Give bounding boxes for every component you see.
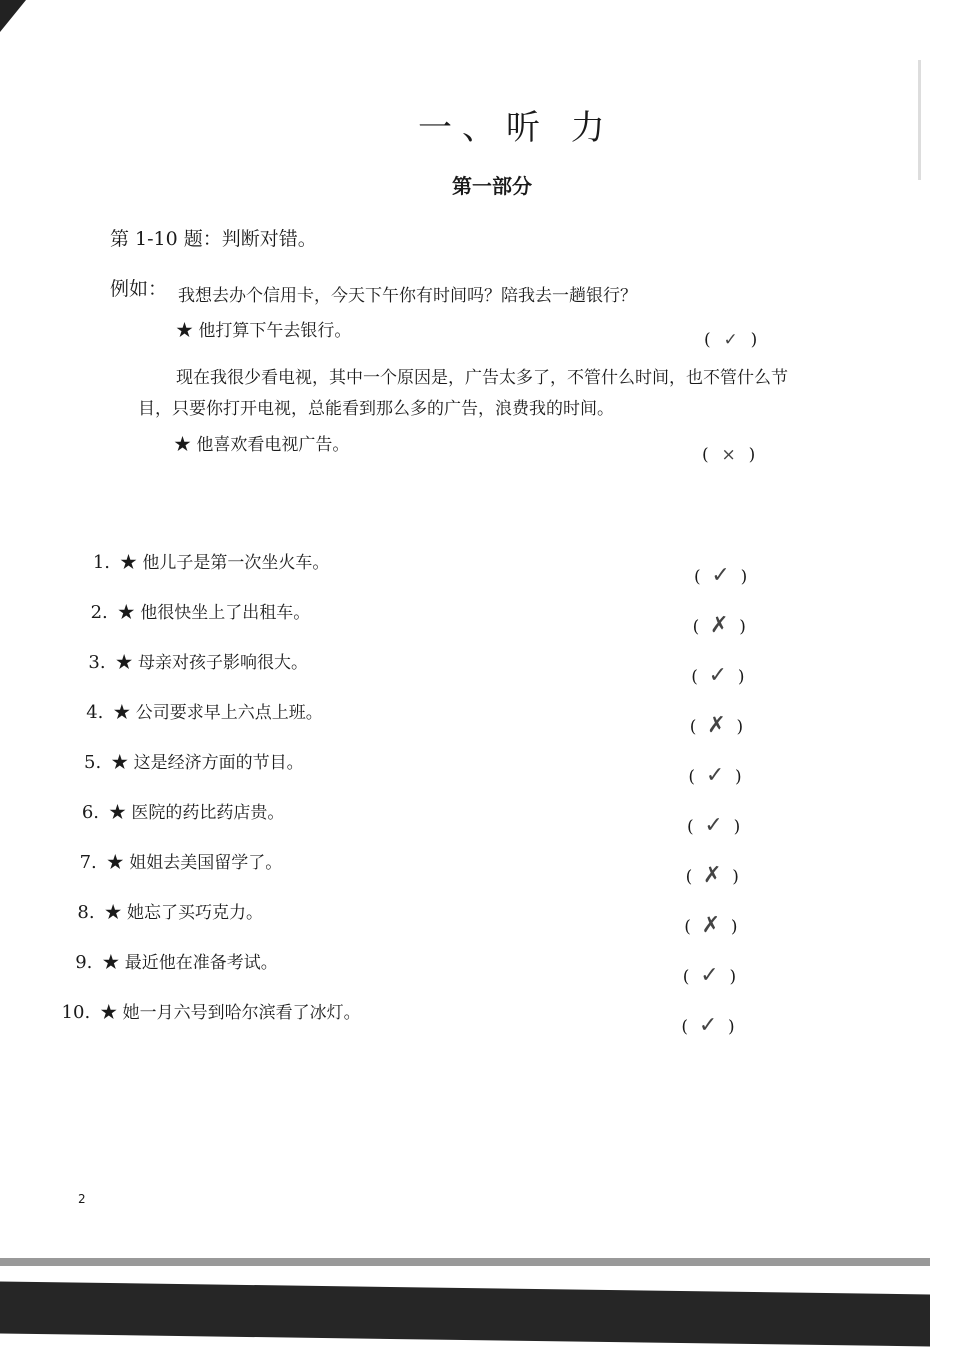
question-number: 9.	[75, 952, 93, 973]
answer-box	[686, 863, 745, 888]
question-item	[68, 648, 308, 673]
paren: (	[694, 567, 707, 587]
cross-icon: ✗	[703, 863, 728, 888]
question-text: 这是经济方面的节目。	[133, 753, 304, 773]
cross-icon: ×	[721, 445, 742, 465]
answer-box	[693, 613, 752, 638]
example2-text-line1: 现在我很少看电视，其中一个原因是，广告太多了，不管什么时间，也不管什么节	[176, 368, 788, 388]
star-icon: ★	[111, 753, 129, 773]
question-text: 母亲对孩子影响很大。	[138, 653, 308, 673]
paren: (	[692, 617, 706, 637]
star-icon: ★	[120, 553, 137, 573]
cross-icon: ✗	[710, 613, 735, 638]
page-number: 2	[78, 1192, 86, 1206]
star-icon: ★	[115, 653, 133, 673]
star-icon: ★	[106, 853, 124, 873]
question-text: 他儿子是第一次坐火车。	[142, 553, 330, 573]
question-number: 5.	[84, 752, 102, 773]
scan-edge-line	[0, 1258, 930, 1266]
paren: )	[730, 917, 744, 937]
section-title: 一、听 力	[418, 108, 615, 148]
question-text: 最近他在准备考试。	[124, 953, 278, 973]
question-item	[57, 898, 263, 923]
question-text: 她忘了买巧克力。	[127, 903, 263, 923]
check-icon: ✓	[705, 763, 731, 788]
question-number: 4.	[86, 702, 104, 723]
example2-text-line2: 目，只要你打开电视，总能看到那么多的广告，浪费我的时间。	[138, 399, 614, 419]
star-icon: ★	[113, 703, 131, 723]
scan-edge-shadow	[918, 60, 921, 180]
star-icon: ★	[109, 803, 126, 823]
check-icon: ✓	[704, 813, 729, 838]
question-text: 他很快坐上了出租车。	[140, 603, 311, 623]
question-text: 医院的药比药店贵。	[131, 803, 285, 823]
paren: (	[684, 917, 697, 937]
question-number: 2.	[90, 602, 108, 623]
question-item	[72, 548, 329, 573]
question-item	[54, 948, 277, 973]
paren: )	[748, 445, 762, 465]
scan-bottom-shadow	[0, 1282, 930, 1347]
star-icon: ★	[117, 603, 135, 623]
paren: (	[681, 1017, 695, 1037]
check-icon: ✓	[698, 1013, 724, 1038]
question-number: 7.	[79, 852, 97, 873]
question-item	[61, 798, 284, 823]
paren: )	[736, 717, 750, 737]
example1-answer	[704, 330, 763, 350]
paren: (	[691, 667, 704, 687]
instructions: 第 1-10 题：判断对错。	[110, 228, 317, 250]
answer-box	[691, 663, 750, 688]
paren: (	[704, 330, 717, 350]
answer-box	[690, 713, 749, 738]
question-number: 3.	[88, 652, 106, 673]
question-text: 她一月六号到哈尔滨看了冰灯。	[122, 1003, 361, 1023]
paren: (	[685, 867, 699, 887]
question-item	[59, 848, 282, 873]
question-item	[52, 998, 360, 1023]
answer-box	[694, 563, 753, 588]
check-icon: ✓	[723, 330, 744, 350]
example1-statement: ★ 他打算下午去银行。	[176, 321, 352, 341]
check-icon: ✓	[700, 963, 725, 988]
question-number: 8.	[77, 902, 95, 923]
question-number: 6.	[81, 802, 99, 823]
question-item	[70, 598, 310, 623]
paren: )	[729, 967, 743, 987]
cross-icon: ✗	[701, 913, 727, 938]
part-title: 第一部分	[452, 174, 532, 198]
paren: (	[689, 717, 703, 737]
question-text: 公司要求早上六点上班。	[135, 703, 323, 723]
star-icon: ★	[102, 953, 120, 973]
paren: )	[737, 667, 751, 687]
paren: )	[728, 1017, 741, 1037]
example-label: 例如：	[110, 278, 168, 300]
question-number: 1.	[92, 552, 110, 573]
question-text: 姐姐去美国留学了。	[129, 853, 283, 873]
paren: (	[688, 767, 702, 787]
answer-box	[684, 913, 743, 938]
question-item	[63, 748, 303, 773]
paren: (	[687, 817, 700, 837]
example2-answer	[702, 445, 761, 465]
scan-corner-mark	[0, 0, 26, 32]
check-icon: ✓	[708, 663, 734, 688]
example1-text: 我想去办个信用卡，今天下午你有时间吗？陪我去一趟银行？	[178, 286, 637, 306]
answer-box	[683, 963, 742, 988]
answer-box	[688, 763, 747, 788]
paren: )	[735, 767, 748, 787]
paren: )	[750, 330, 764, 350]
paren: )	[733, 817, 747, 837]
question-item	[65, 698, 322, 723]
paren: )	[732, 867, 745, 887]
example2-statement: ★ 他喜欢看电视广告。	[174, 435, 350, 455]
paren: )	[740, 567, 754, 587]
paren: )	[739, 617, 752, 637]
star-icon: ★	[100, 1003, 118, 1023]
cross-icon: ✗	[707, 713, 732, 738]
paren: (	[702, 445, 715, 465]
answer-box	[687, 813, 746, 838]
answer-box	[681, 1013, 740, 1038]
paren: (	[682, 967, 696, 987]
question-number: 10.	[61, 1002, 91, 1023]
check-icon: ✓	[711, 563, 736, 588]
star-icon: ★	[104, 903, 122, 923]
